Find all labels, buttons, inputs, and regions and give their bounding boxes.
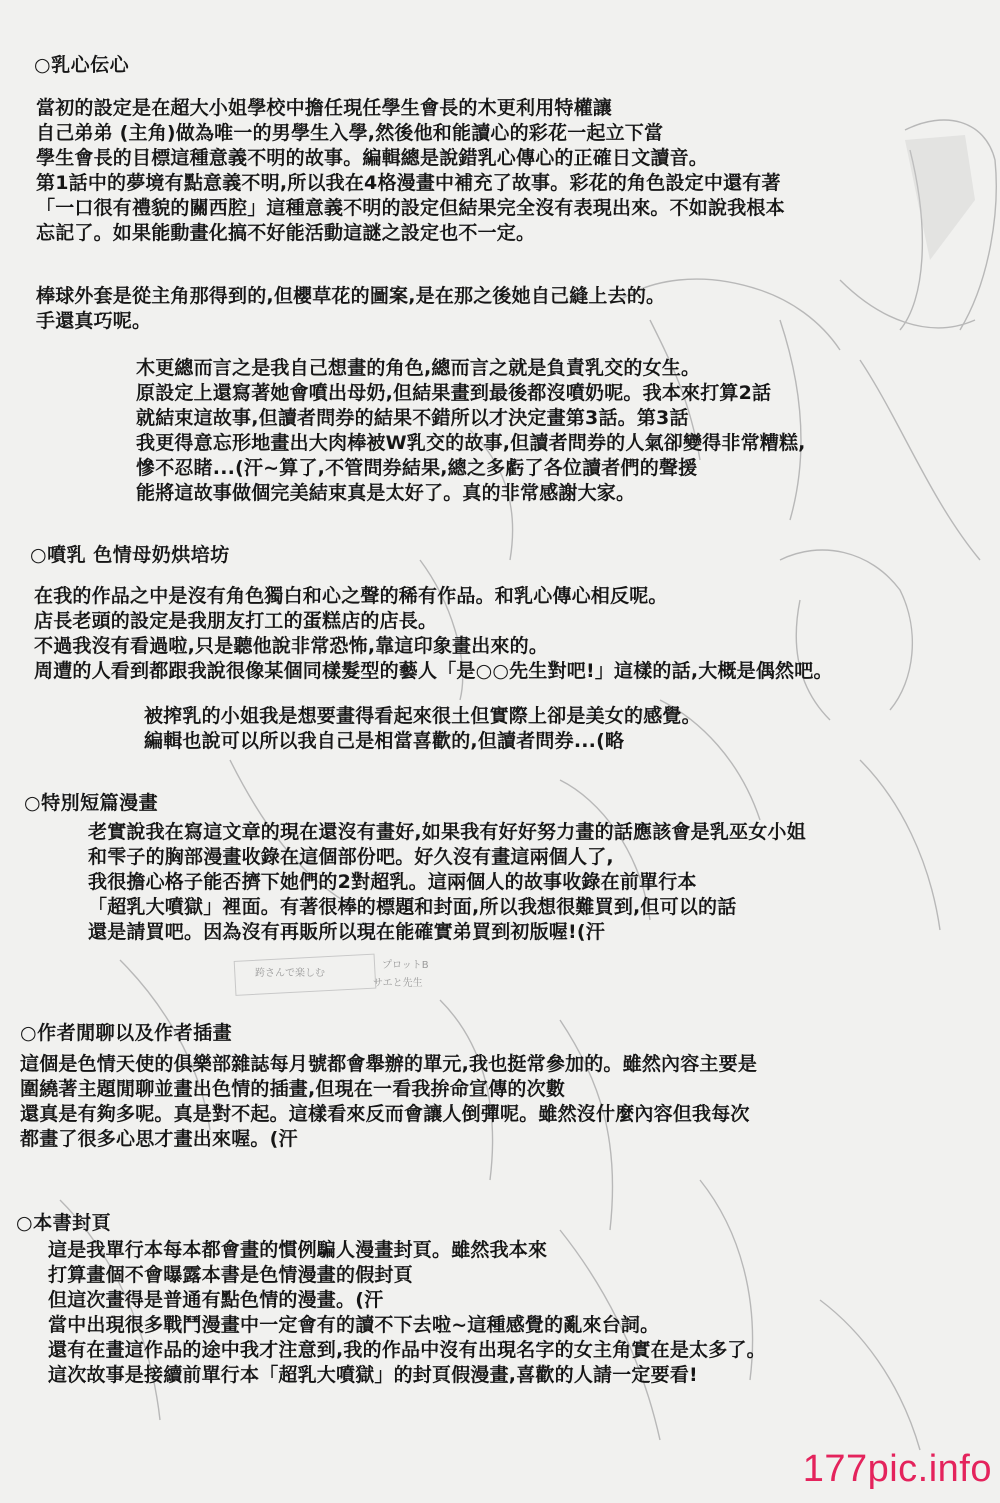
text-line: 我更得意忘形地畫出大肉棒被W乳交的故事,但讀者問券的人氣卻變得非常糟糕, xyxy=(136,432,806,454)
text-line: 當初的設定是在超大小姐學校中擔任現任學生會長的木更利用特權讓 xyxy=(36,97,613,119)
text-line: 學生會長的目標這種意義不明的故事。編輯總是說錯乳心傳心的正確日文讀音。 xyxy=(36,147,709,169)
section-1-paragraph-1 xyxy=(36,96,785,246)
text-line: 被搾乳的小姐我是想要畫得看起來很土但實際上卻是美女的感覺。 xyxy=(144,705,701,727)
text-line: 原設定上還寫著她會噴出母奶,但結果畫到最後都沒噴奶呢。我本來打算2話 xyxy=(136,382,772,404)
text-line: 慘不忍睹...(汗~算了,不管問券結果,總之多虧了各位讀者們的聲援 xyxy=(136,457,698,479)
section-2-paragraph-1 xyxy=(34,584,833,684)
text-line: 這個是色情天使的俱樂部雜誌每月號都會舉辦的單元,我也挺常參加的。雖然內容主要是 xyxy=(20,1053,758,1075)
text-line: 老實說我在寫這文章的現在還沒有畫好,如果我有好好努力畫的話應該會是乳巫女小姐 xyxy=(88,821,806,843)
section-1-paragraph-2 xyxy=(36,284,665,334)
text-line: 圍繞著主題閒聊並畫出色情的插畫,但現在一看我拚命宣傳的次數 xyxy=(20,1078,566,1100)
section-title-1: ○乳心伝心 xyxy=(34,54,130,76)
section-title-4: ○作者閒聊以及作者插畫 xyxy=(20,1022,233,1044)
text-line: 都畫了很多心思才畫出來喔。(汗 xyxy=(20,1128,298,1150)
text-line: 打算畫個不會曝露本書是色情漫畫的假封頁 xyxy=(48,1264,413,1286)
text-line: 木更總而言之是我自己想畫的角色,總而言之就是負責乳交的女生。 xyxy=(136,357,701,379)
section-3-paragraph-1 xyxy=(88,820,806,945)
text-line: 不過我沒有看過啦,只是聽他說非常恐怖,靠這印象畫出來的。 xyxy=(34,635,549,657)
text-line: 還真是有夠多呢。真是對不起。這樣看來反而會讓人倒彈呢。雖然沒什麼內容但我每次 xyxy=(20,1103,750,1125)
text-line: 店長老頭的設定是我朋友打工的蛋糕店的店長。 xyxy=(34,610,438,632)
sketch-note-plot: プロットB xyxy=(382,960,429,971)
text-line: 還是請買吧。因為沒有再販所以現在能確實弟買到初版喔!(汗 xyxy=(88,921,605,943)
text-line: 這次故事是接續前單行本「超乳大噴獄」的封頁假漫畫,喜歡的人請一定要看! xyxy=(48,1364,698,1386)
text-line: 忘記了。如果能動畫化搞不好能活動這謎之設定也不一定。 xyxy=(36,222,536,244)
text-line: 「一口很有禮貌的關西腔」這種意義不明的設定但結果完全沒有表現出來。不如說我根本 xyxy=(36,197,785,219)
text-line: 能將這故事做個完美結束真是太好了。真的非常感謝大家。 xyxy=(136,482,636,504)
text-line: 這是我單行本每本都會畫的慣例騙人漫畫封頁。雖然我本來 xyxy=(48,1239,548,1261)
text-line: 編輯也說可以所以我自己是相當喜歡的,但讀者問券...(略 xyxy=(144,730,625,752)
section-2-paragraph-2 xyxy=(144,704,701,754)
text-line: 但這次畫得是普通有點色情的漫畫。(汗 xyxy=(48,1289,384,1311)
text-line: 還有在畫這作品的途中我才注意到,我的作品中沒有出現名字的女主角實在是太多了。 xyxy=(48,1339,766,1361)
sketch-note-characters: サエと先生 xyxy=(373,978,423,989)
watermark-text: 177pic.info xyxy=(802,1448,992,1490)
text-line: 「超乳大噴獄」裡面。有著很棒的標題和封面,所以我想很難買到,但可以的話 xyxy=(88,896,737,918)
text-line: 自己弟弟 (主角)做為唯一的男學生入學,然後他和能讀心的彩花一起立下當 xyxy=(36,122,664,144)
sketch-note-left: 跨さんで楽しむ xyxy=(255,968,325,979)
text-line: 周遭的人看到都跟我說很像某個同樣髮型的藝人「是○○先生對吧!」這樣的話,大概是偶然吧。 xyxy=(34,660,833,682)
text-line: 在我的作品之中是沒有角色獨白和心之聲的稀有作品。和乳心傳心相反呢。 xyxy=(34,585,668,607)
text-line: 和雫子的胸部漫畫收錄在這個部份吧。好久沒有畫這兩個人了, xyxy=(88,846,614,868)
section-title-3: ○特別短篇漫畫 xyxy=(24,792,159,814)
section-4-paragraph-1 xyxy=(20,1052,757,1152)
text-line: 我很擔心格子能否擠下她們的2對超乳。這兩個人的故事收錄在前單行本 xyxy=(88,871,697,893)
section-title-5: ○本書封頁 xyxy=(16,1212,112,1234)
section-5-paragraph-1 xyxy=(48,1238,766,1388)
text-line: 就結束這故事,但讀者問券的結果不錯所以才決定畫第3話。第3話 xyxy=(136,407,689,429)
text-line: 第1話中的夢境有點意義不明,所以我在4格漫畫中補充了故事。彩花的角色設定中還有著 xyxy=(36,172,781,194)
section-title-2: ○噴乳 色情母奶烘培坊 xyxy=(30,544,230,566)
text-line: 當中出現很多戰鬥漫畫中一定會有的讀不下去啦~這種感覺的亂來台詞。 xyxy=(48,1314,660,1336)
section-1-paragraph-3 xyxy=(136,356,806,506)
text-line: 棒球外套是從主角那得到的,但櫻草花的圖案,是在那之後她自己縫上去的。 xyxy=(36,285,666,307)
text-line: 手還真巧呢。 xyxy=(36,310,152,332)
